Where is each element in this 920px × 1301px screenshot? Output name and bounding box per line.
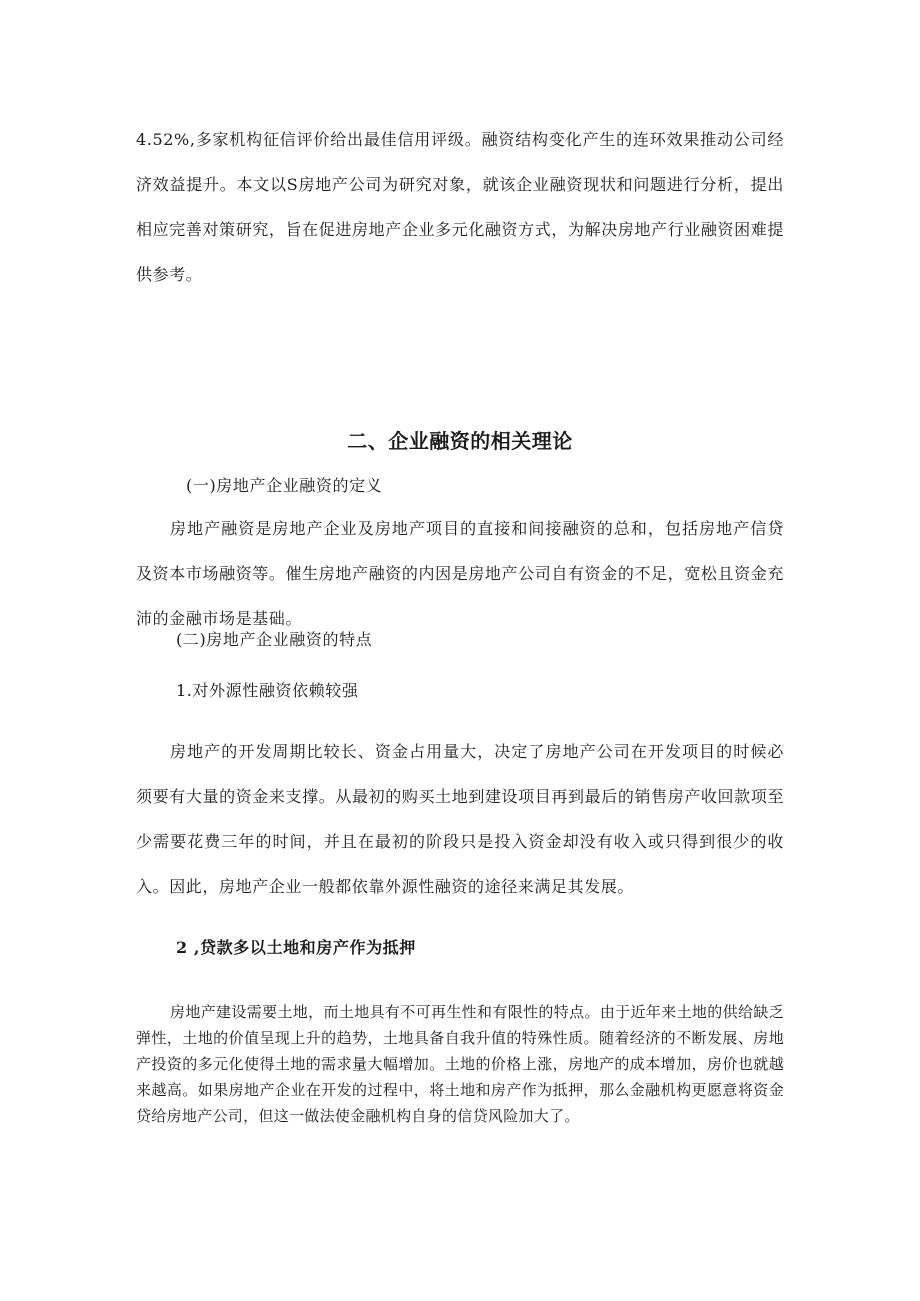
point-2-title: 2 ,贷款多以土地和房产作为抵押 — [176, 938, 416, 957]
section-title: 二、企业融资的相关理论 — [347, 429, 573, 453]
subsection-1-paragraph: 房地产融资是房地产企业及房地产项目的直接和间接融资的总和，包括房地产信贷及资本市场融资等。催生房地产融资的内因是房地产公司自有资金的不足，宽松且资金充沛的金融市场是基础。 — [136, 519, 784, 628]
point-1-paragraph: 房地产的开发周期比较长、资金占用量大，决定了房地产公司在开发项目的时候必须要有大量的资金来支撑。从最初的购买土地到建设项目再到最后的销售房产收回款项至少需要花费三年的时间，并且在最初的阶段只是投入资金却没有收入或只得到很少的收入。因此，房地产企业一般都依靠外源性融资的途径来满足其发展。 — [136, 742, 784, 896]
point-1-title: 1.对外源性融资依赖较强 — [176, 681, 359, 700]
subsection-2-title: (二)房地产企业融资的特点 — [176, 630, 373, 649]
intro-paragraph: 4.52%,多家机构征信评价给出最佳信用评级。融资结构变化产生的连环效果推动公司经济效益提升。本文以S房地产公司为研究对象，就该企业融资现状和问题进行分析，提出相应完善对策研究，旨在促进房地产企业多元化融资方式，为解决房地产行业融资困难提供参考。 — [136, 130, 784, 284]
point-2-paragraph: 房地产建设需要土地，而土地具有不可再生性和有限性的特点。由于近年来土地的供给缺乏弹性，土地的价值呈现上升的趋势，土地具备自我升值的特殊性质。随着经济的不断发展、房地产投资的多元化使得土地的需求量大幅增加。土地的价格上涨，房地产的成本增加，房价也就越来越高。如果房地产企业在开发的过程中，将土地和房产作为抵押，那么金融机构更愿意将资金贷给房地产公司，但这一做法使金融机构自身的信贷风险加大了。 — [136, 1003, 784, 1125]
subsection-1-title: (一)房地产企业融资的定义 — [186, 476, 383, 495]
